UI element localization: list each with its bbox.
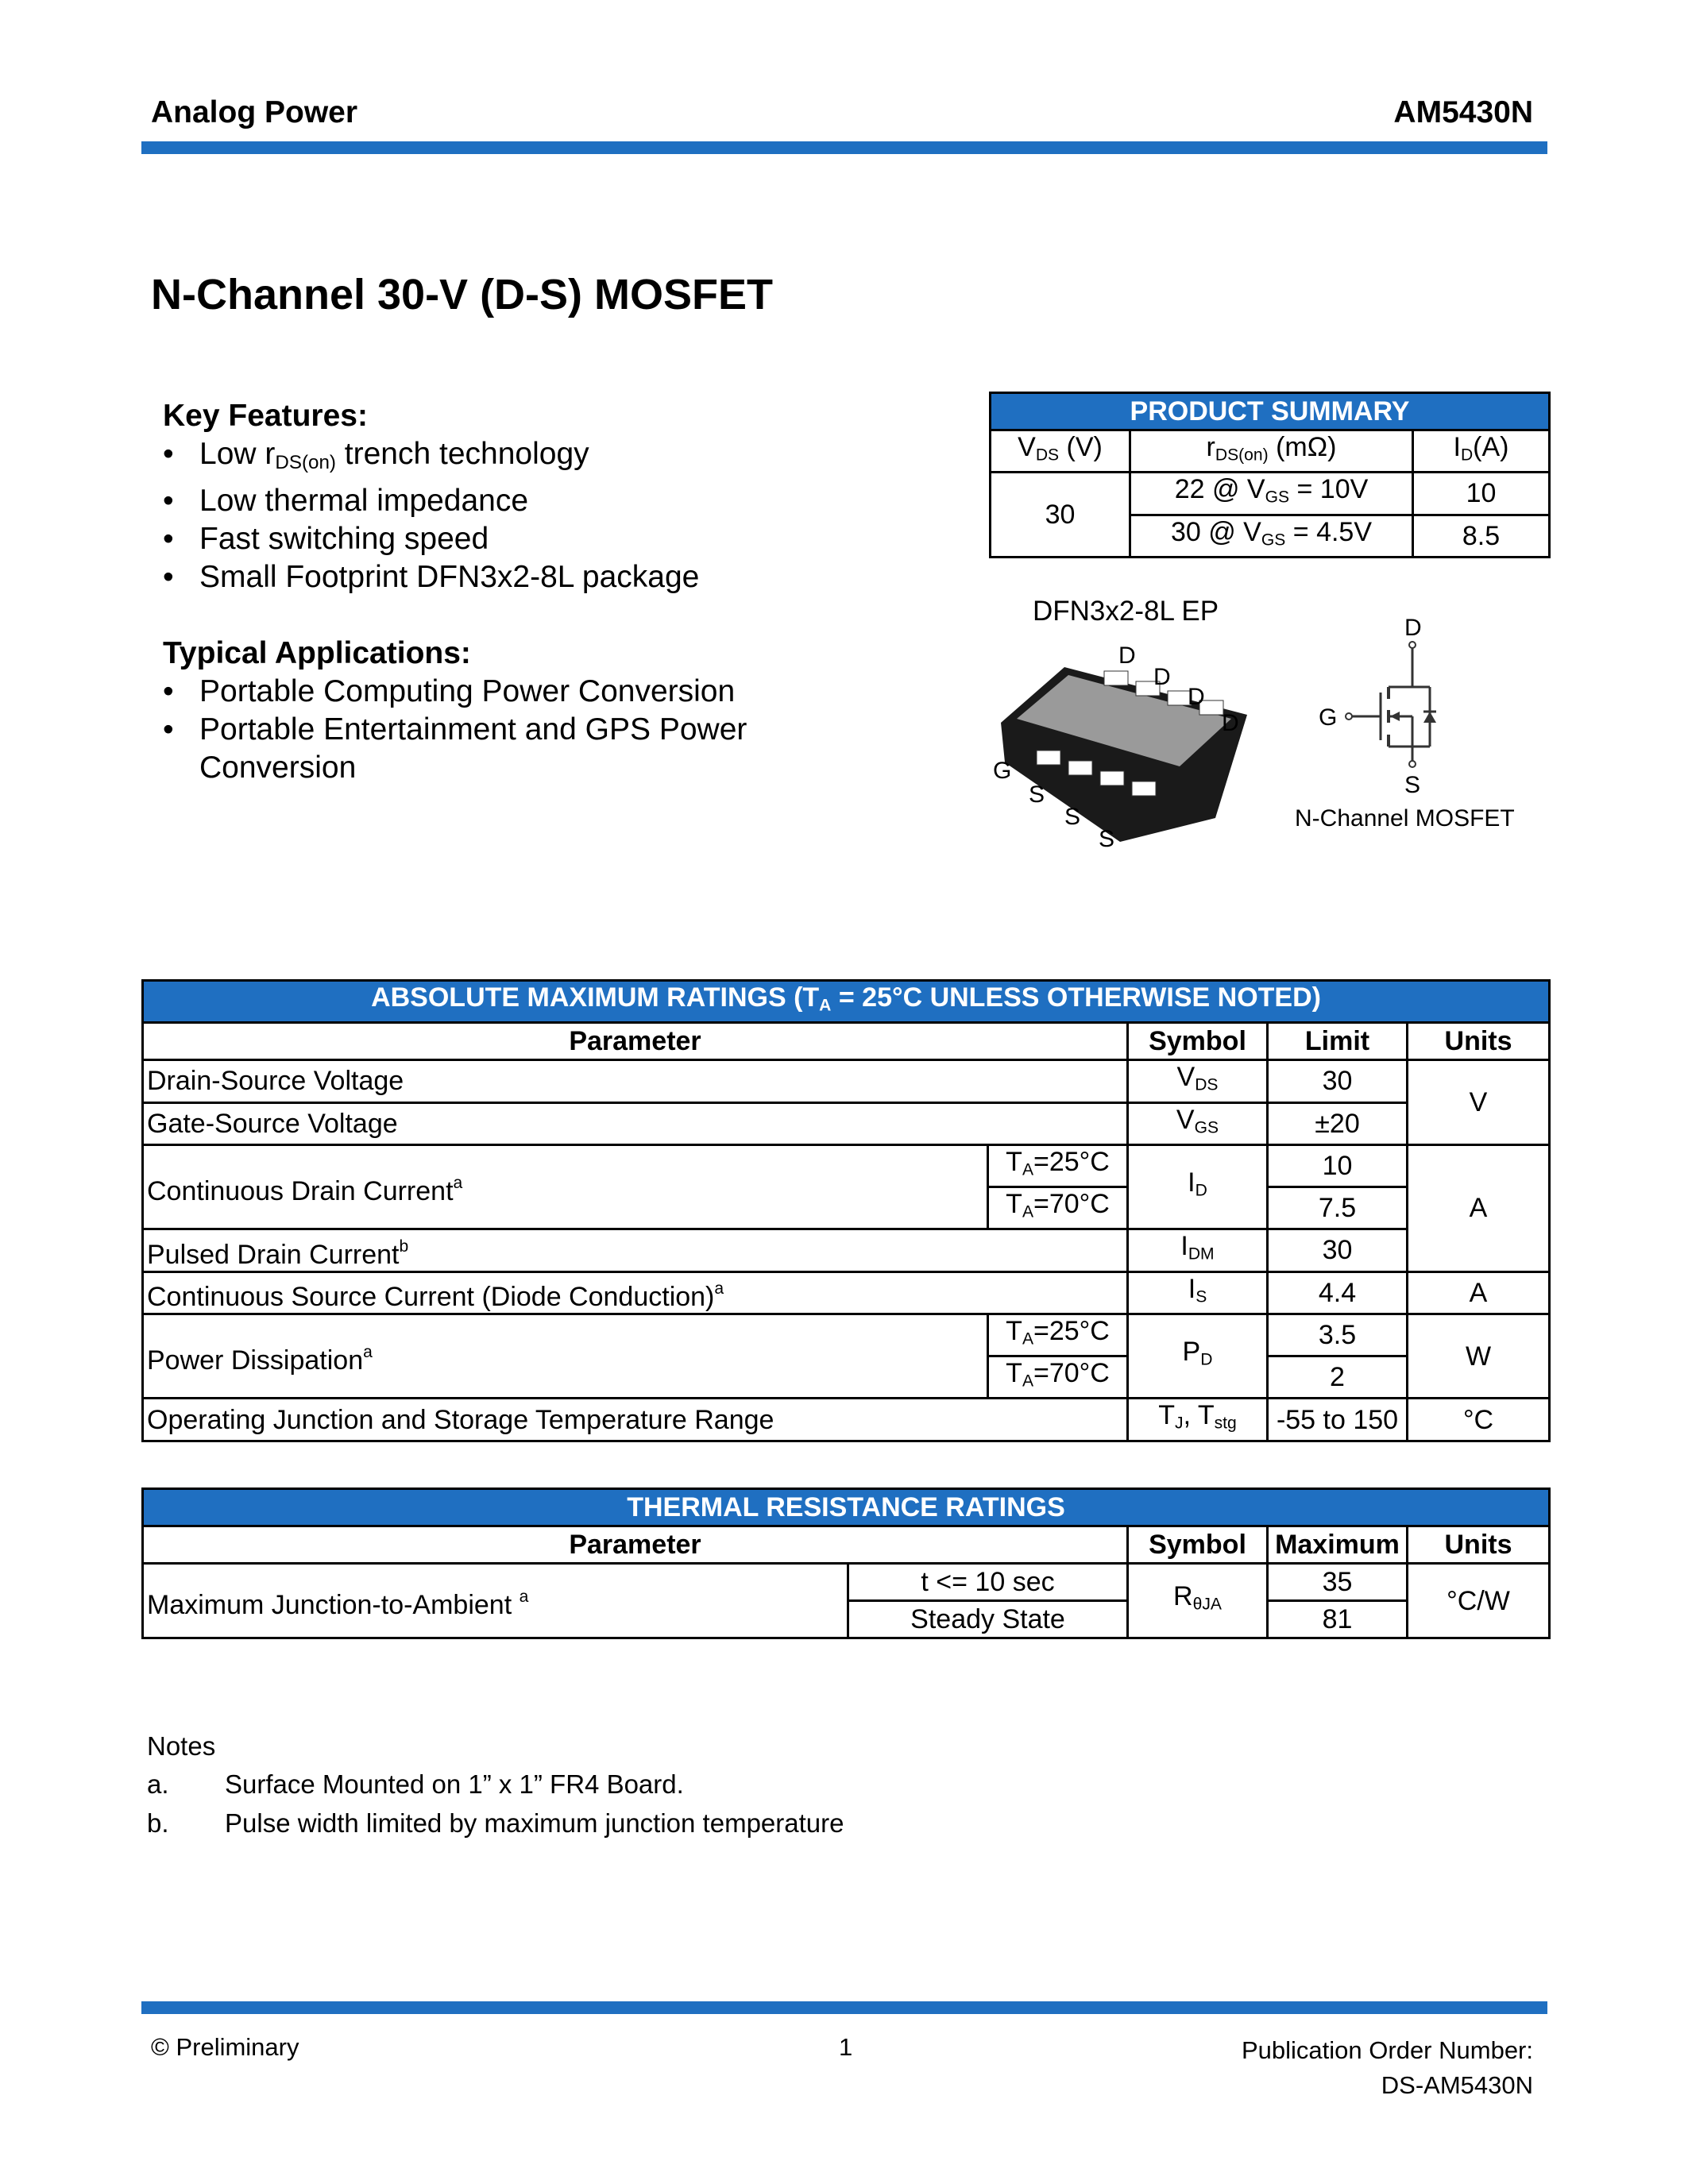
pin-d2-label: D [1153, 664, 1171, 690]
table-row: Continuous Drain Current$^a$ $T_A=25^\circ C$ $I_D$ 10 A [143, 1144, 1550, 1187]
table-row: Drain-Source Voltage $V_{DS}$ 30 V [143, 1060, 1550, 1102]
pin-d3-label: D [1188, 684, 1205, 710]
pin-d4-label: D [1222, 710, 1239, 736]
col-vds: $V_{DS}$ (V) [991, 430, 1130, 473]
table-row: Operating Junction and Storage Temperature Range $T_J$, $T_{stg}$ -55 to 150 °C [143, 1399, 1550, 1441]
col-units: Units [1408, 1023, 1550, 1060]
table-row: $T_A=70^\circ C$ 2 [143, 1356, 1550, 1399]
schematic-g-label: G [1319, 704, 1338, 731]
company-name: Analog Power [151, 95, 358, 129]
list-item: • Low $r_{DS(on)}$ trench technology [163, 437, 589, 474]
col-id: $I_D(A)$ [1413, 430, 1550, 473]
col-units: Units [1408, 1526, 1550, 1564]
pin-s3-label: S [1099, 826, 1115, 852]
page-number: 1 [839, 2033, 853, 2061]
key-features-heading: Key Features: [163, 399, 368, 433]
mosfet-schematic [1287, 612, 1525, 842]
notes-heading: Notes [147, 1731, 216, 1761]
package-illustration [985, 635, 1263, 858]
note-a: a. Surface Mounted on 1” x 1” FR4 Board. [147, 1769, 684, 1799]
schematic-s-label: S [1404, 772, 1421, 798]
table-row: $T_A=70^\circ C$ 7.5 [143, 1187, 1550, 1229]
table-row: 30 @ $V_{GS} = 4.5V$ 8.5 [991, 515, 1550, 557]
col-maximum: Maximum [1268, 1526, 1408, 1564]
part-number: AM5430N [1393, 95, 1533, 129]
schematic-caption: N-Channel MOSFET [1295, 805, 1515, 832]
list-item: • Portable Computing Power Conversion [163, 674, 736, 709]
col-parameter: Parameter [143, 1023, 1128, 1060]
publication-order: Publication Order Number: DS-AM5430N [1242, 2036, 1533, 2099]
col-rds: $r_{DS(on)}$ (mΩ) [1130, 430, 1413, 473]
table-row: Pulsed Drain Current$^b$ $I_{DM}$ 30 [143, 1229, 1550, 1271]
typical-applications-heading: Typical Applications: [163, 636, 471, 671]
pin-s1-label: S [1029, 781, 1045, 808]
footer-rule [141, 2001, 1547, 2014]
package-label: DFN3x2-8L EP [1033, 596, 1219, 627]
pin-s2-label: S [1064, 804, 1081, 830]
header-rule [141, 141, 1547, 154]
col-symbol: Symbol [1128, 1023, 1268, 1060]
col-symbol: Symbol [1128, 1526, 1268, 1564]
table-row: Power Dissipation$^a$ $T_A=25^\circ C$ $P_D$ 3.5 W [143, 1314, 1550, 1356]
pin-d1-label: D [1118, 642, 1136, 669]
thermal-resistance-table [141, 1488, 1551, 1639]
table-row: Gate-Source Voltage $V_{GS}$ ±20 [143, 1102, 1550, 1144]
thermal-title: THERMAL RESISTANCE RATINGS [143, 1489, 1550, 1526]
schematic-d-label: D [1404, 615, 1422, 641]
col-limit: Limit [1268, 1023, 1408, 1060]
document-title: N-Channel 30-V (D-S) MOSFET [151, 271, 774, 318]
table-row: 30 22 @ $V_{GS} = 10V$ 10 [991, 473, 1550, 515]
pin-g-label: G [993, 758, 1012, 784]
abs-max-title: ABSOLUTE MAXIMUM RATINGS ($T_A = 25^\circ C$ UNLESS OTHERWISE NOTED) [143, 981, 1550, 1023]
list-item: • Fast switching speed [163, 522, 489, 557]
list-item: • Small Footprint DFN3x2-8L package [163, 560, 700, 595]
list-item: • Portable Entertainment and GPS Power Conversion [163, 712, 747, 785]
list-item: • Low thermal impedance [163, 484, 529, 519]
product-summary-title: PRODUCT SUMMARY [991, 393, 1550, 430]
key-features-list [163, 435, 862, 596]
note-b: b. Pulse width limited by maximum junction temperature [147, 1808, 844, 1838]
applications-list [163, 673, 862, 787]
col-parameter: Parameter [143, 1526, 1128, 1564]
table-row: Continuous Source Current (Diode Conduction)$^a$ $I_S$ 4.4 A [143, 1271, 1550, 1314]
footer-preliminary: © Preliminary [151, 2033, 299, 2061]
product-summary-table [989, 392, 1551, 558]
absolute-maximum-ratings-table [141, 979, 1551, 1442]
table-row: Maximum Junction-to-Ambient $^a$ t <= 10 sec $R_{\theta JA}$ 35 °C/W [143, 1564, 1550, 1601]
table-row: Steady State 81 [143, 1601, 1550, 1638]
features-block [163, 397, 862, 787]
